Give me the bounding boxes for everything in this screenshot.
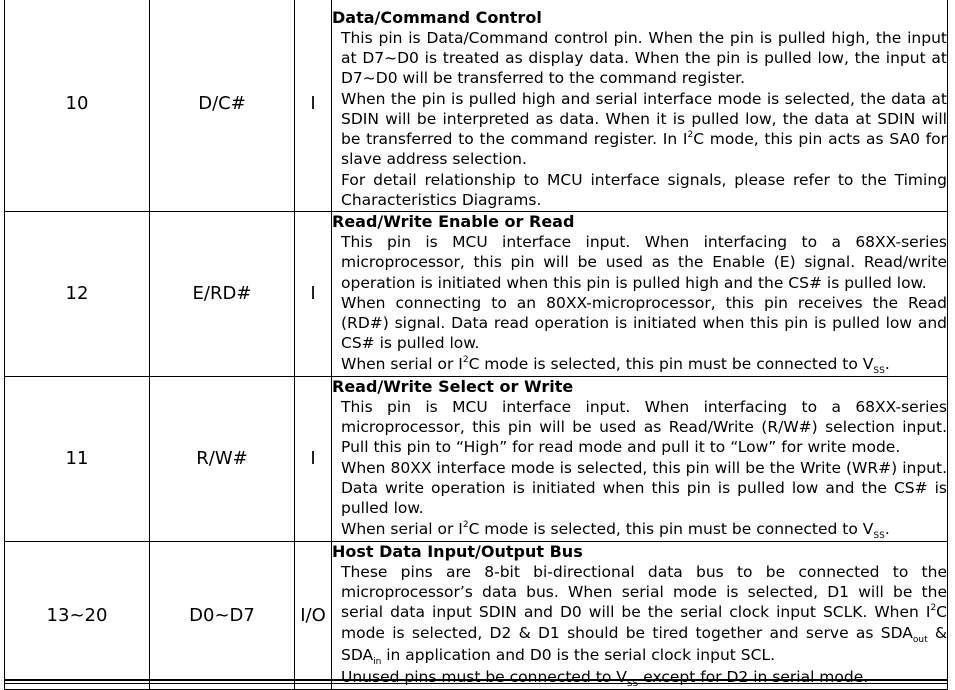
description-paragraph: This pin is MCU interface input. When interfacing to a 68XX-series microprocessor, this pin will be used as Read/Write (R/W#) selection input. Pull this pin to “High” for read mode and pull it to “Low” for write mode. xyxy=(341,397,947,457)
pin-type: I/O xyxy=(295,541,332,689)
pin-number: 12 xyxy=(5,212,150,377)
table-bottom-rule xyxy=(4,679,948,681)
description-paragraph: For detail relationship to MCU interface signals, please refer to the Timing Characteristics Diagrams. xyxy=(341,170,947,210)
table-bottom-rule xyxy=(4,683,948,684)
pin-description xyxy=(332,541,948,689)
pin-description-table xyxy=(4,0,948,690)
pin-name: D0~D7 xyxy=(150,541,295,689)
description-paragraph: When serial or $I^2C$ mode is selected, this pin must be connected to $V_{SS}$. xyxy=(341,354,890,376)
description-title: Data/Command Control xyxy=(332,7,542,27)
description-title: Read/Write Enable or Read xyxy=(332,212,575,231)
pin-number: 11 xyxy=(5,376,150,541)
table-row xyxy=(5,212,948,377)
pin-number: 13~20 xyxy=(5,541,150,689)
description-title: Host Data Input/Output Bus xyxy=(332,541,583,561)
pin-type: I xyxy=(295,376,332,541)
description-paragraph: These pins are 8-bit bi-directional data bus to be connected to the microprocessor’s data bus. When serial mode is selected, D1 will be the serial data input SDIN and D0 will be the serial clock input SCLK. When $I^2C$ mode is selected, D2 & D1 should be tired together and serve as $SDA_{out}$ & $SDA_{in}$ in application and D0 is the serial clock input SCL. xyxy=(341,562,947,667)
table-row xyxy=(5,376,948,541)
pin-name: E/RD# xyxy=(150,212,295,377)
description-paragraph: When connecting to an 80XX-microprocessor, this pin receives the Read (RD#) signal. Data read operation is initiated when this pin is pulled low and CS# is pulled low. xyxy=(341,293,947,353)
description-paragraph: When the pin is pulled high and serial interface mode is selected, the data at SDIN will be interpreted as data. When it is pulled low, the data at SDIN will be transferred to the command register. In $I^2C$ mode, this pin acts as SA0 for slave address selection. xyxy=(341,89,947,169)
description-paragraph: When 80XX interface mode is selected, this pin will be the Write (WR#) input. Data write operation is initiated when this pin is pulled low and the CS# is pulled low. xyxy=(341,458,947,518)
pin-name: R/W# xyxy=(150,376,295,541)
description-paragraph: This pin is Data/Command control pin. When the pin is pulled high, the input at D7~D0 is treated as display data. When the pin is pulled low, the input at D7~D0 will be transferred to the command register. xyxy=(341,28,947,88)
description-paragraph: When serial or $I^2C$ mode is selected, this pin must be connected to $V_{SS}$. xyxy=(341,519,890,541)
table-row xyxy=(5,0,948,212)
table-row xyxy=(5,541,948,689)
pin-name: D/C# xyxy=(150,0,295,212)
pin-number: 10 xyxy=(5,0,150,212)
description-paragraph: This pin is MCU interface input. When interfacing to a 68XX-series microprocessor, this pin will be used as the Enable (E) signal. Read/write operation is initiated when this pin is pulled high and the CS# is pulled low. xyxy=(341,233,947,292)
pin-type: I xyxy=(295,212,332,377)
pin-description xyxy=(332,212,948,377)
pin-description xyxy=(332,0,948,212)
pin-type: I xyxy=(295,0,332,212)
pin-description xyxy=(332,376,948,541)
description-title: Read/Write Select or Write xyxy=(332,376,574,396)
description-paragraph: Unused pins must be connected to $V_{SS}$ except for D2 in serial mode. xyxy=(341,667,869,689)
